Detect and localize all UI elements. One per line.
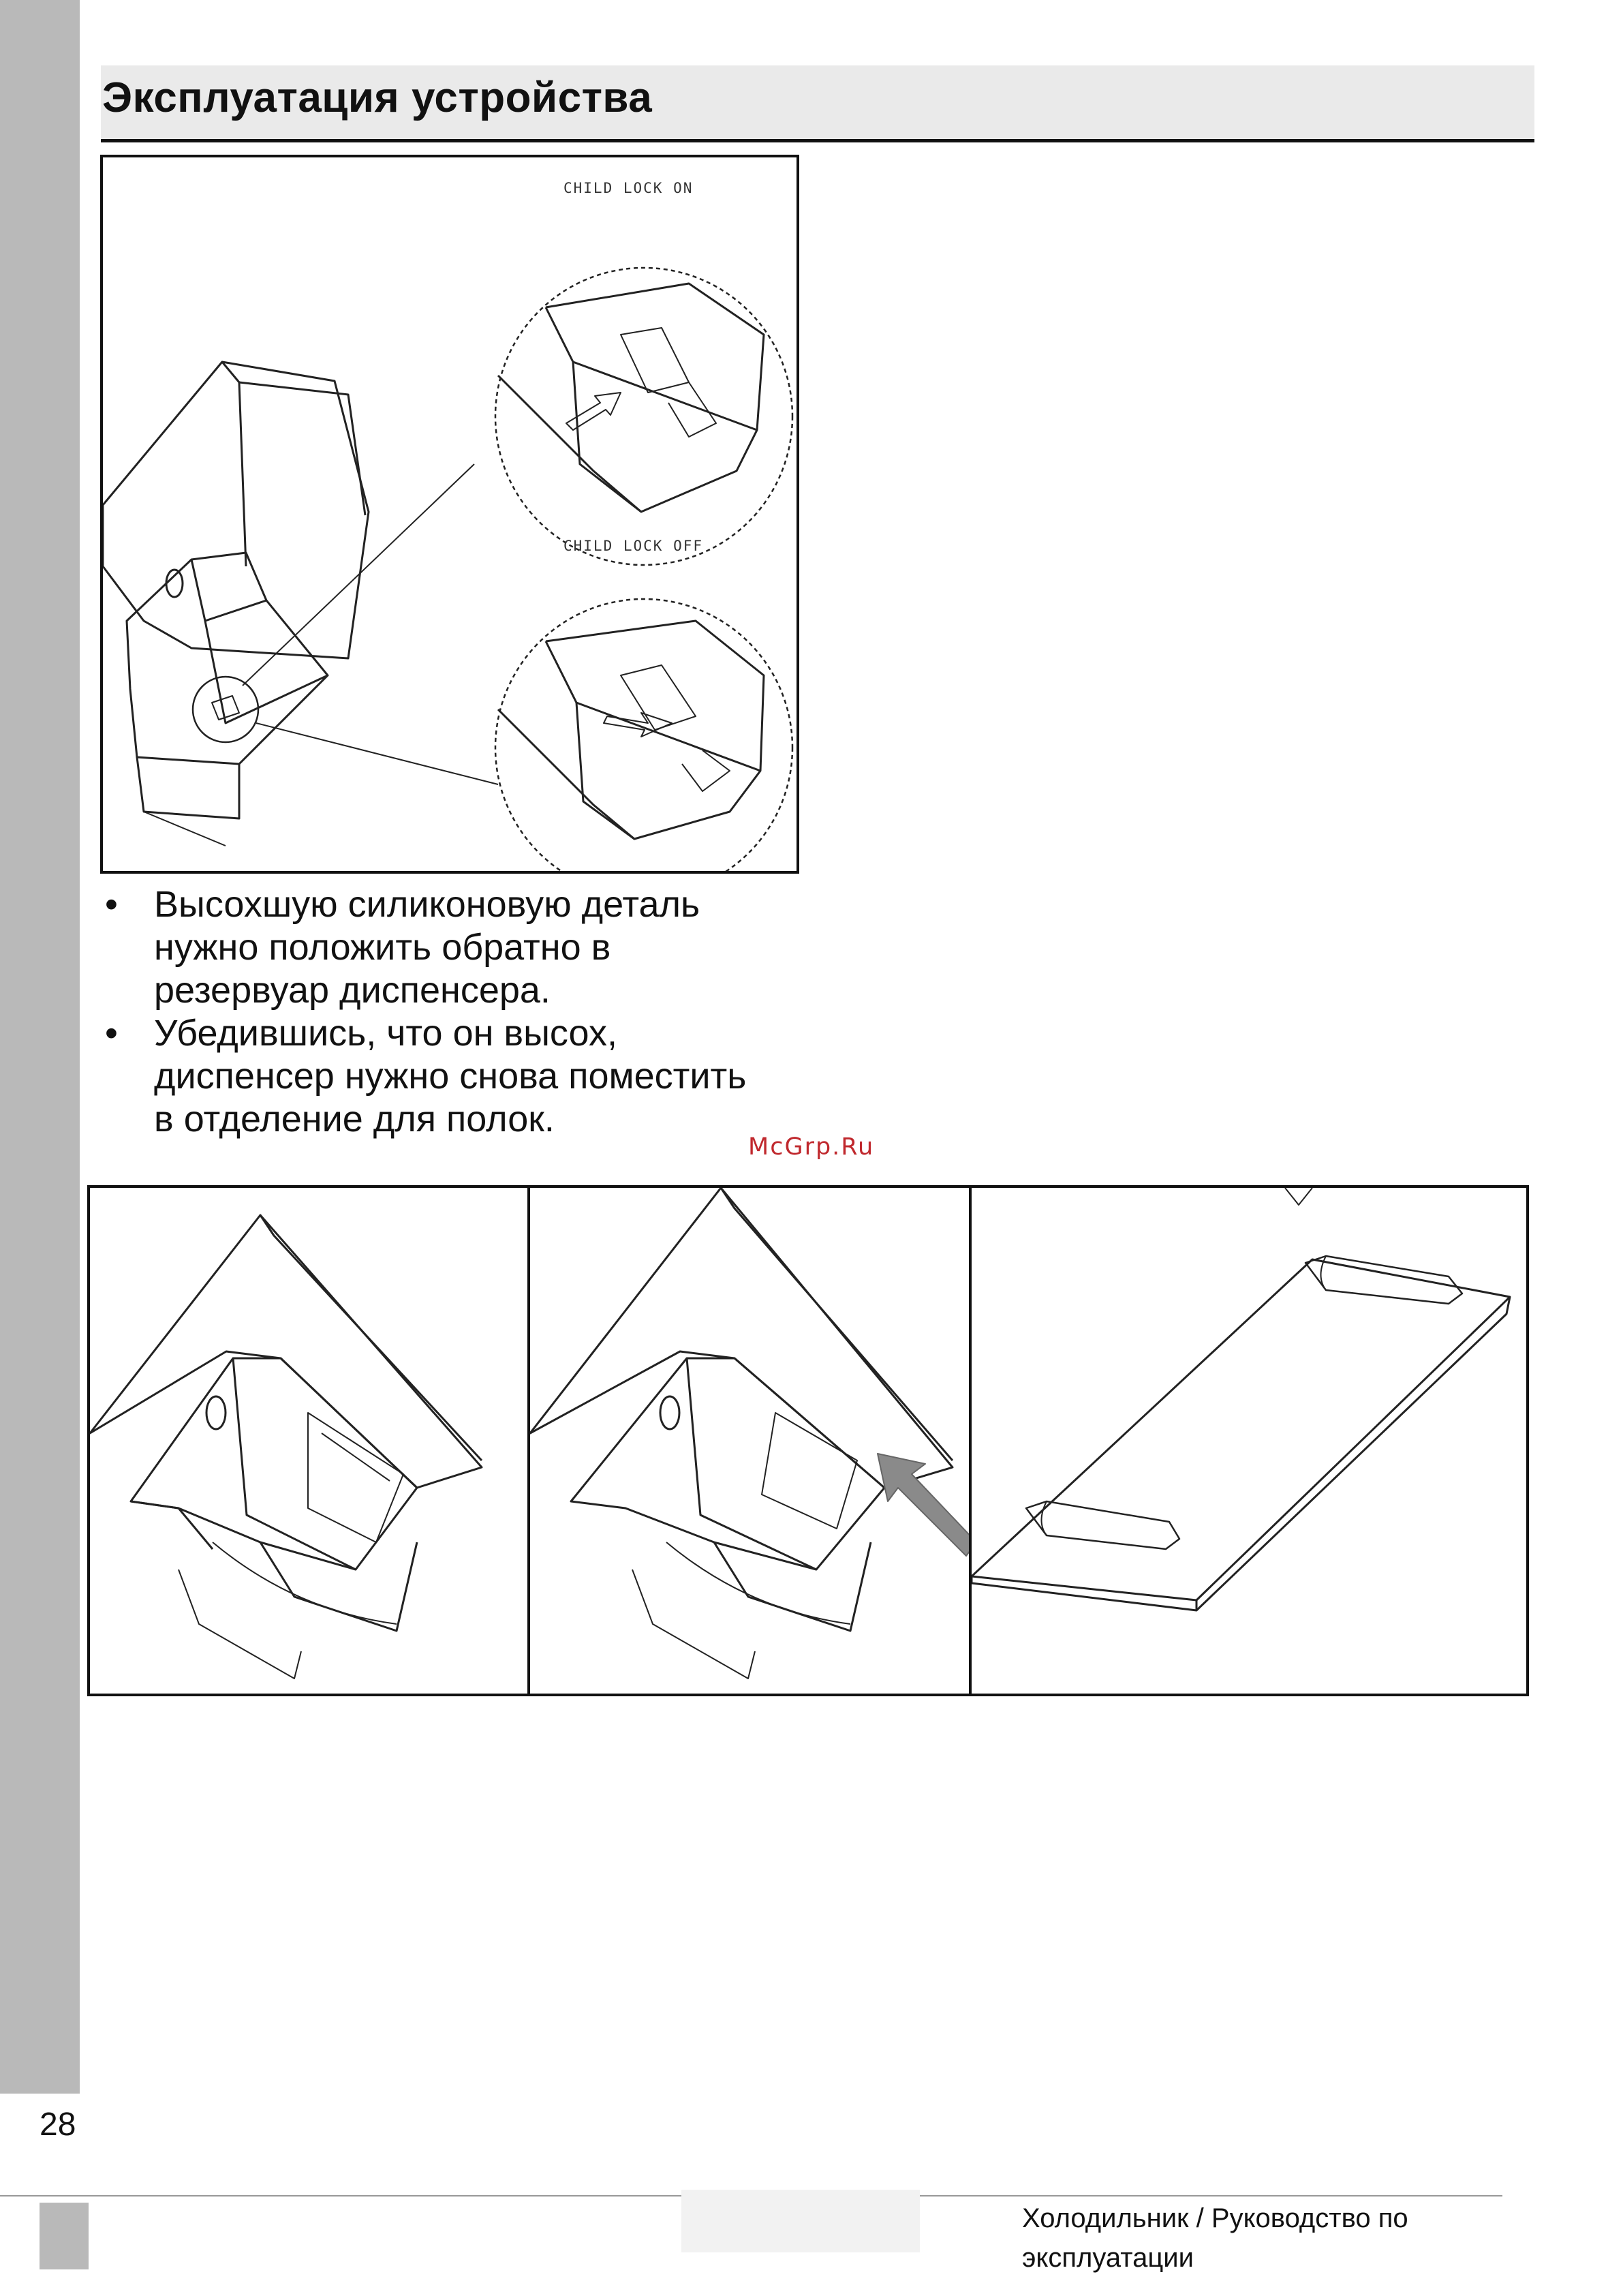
figure-panel-3 — [969, 1185, 1529, 1696]
child-lock-on-label: CHILD LOCK ON — [563, 180, 694, 196]
instruction-line: резервуар диспенсера. — [154, 970, 551, 1011]
footer-box — [681, 2190, 920, 2252]
footer-line-1: Холодильник / Руководство по — [1022, 2203, 1408, 2233]
page-title: Эксплуатация устройства — [102, 74, 653, 121]
page-number: 28 — [40, 2107, 76, 2143]
instruction-item — [102, 1012, 852, 1141]
bullet-icon: • — [105, 1013, 118, 1054]
bullet-icon: • — [105, 884, 118, 925]
instruction-item — [102, 883, 852, 1012]
side-bar — [0, 0, 80, 2094]
instruction-line: Убедившись, что он высох, — [154, 1013, 617, 1054]
dispenser-open-illustration — [90, 1188, 527, 1694]
footer-line-2: эксплуатации — [1022, 2243, 1194, 2273]
figure-panel-1 — [87, 1185, 530, 1696]
instruction-line: в отделение для полок. — [154, 1099, 555, 1139]
watermark: McGrp.Ru — [748, 1133, 875, 1161]
figure-panel-2 — [527, 1185, 972, 1696]
instruction-line: нужно положить обратно в — [154, 927, 611, 968]
footer-text — [1022, 2199, 1408, 2278]
instruction-line: диспенсер нужно снова поместить — [154, 1056, 747, 1097]
arrow-icon — [878, 1454, 969, 1556]
dispenser-illustration — [103, 157, 797, 871]
figure-child-lock — [100, 155, 799, 874]
shelf-tray-illustration — [972, 1188, 1526, 1694]
dispenser-insert-illustration — [530, 1188, 969, 1694]
header-rule — [101, 139, 1534, 142]
arrow-icon — [566, 393, 621, 430]
child-lock-off-label: CHILD LOCK OFF — [563, 538, 704, 554]
footer-square — [40, 2203, 89, 2269]
instruction-line: Высохшую силиконовую деталь — [154, 884, 700, 925]
instruction-list — [102, 883, 852, 1141]
